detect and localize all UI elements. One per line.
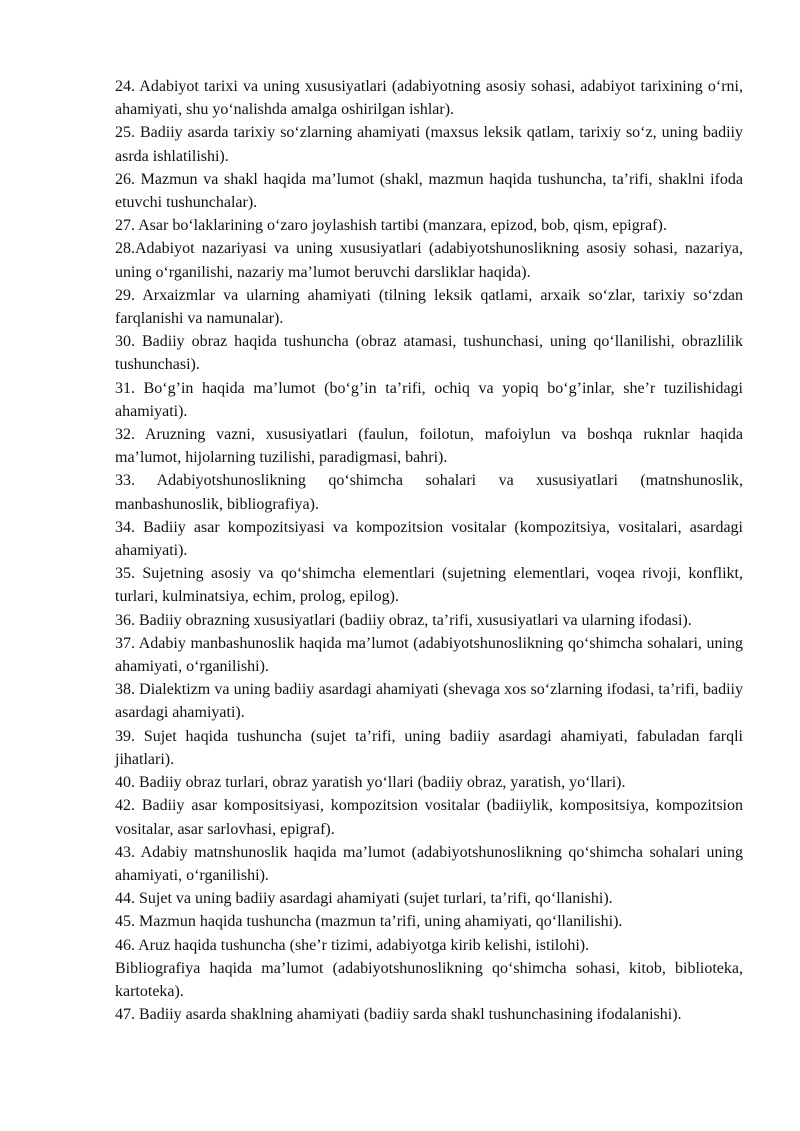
list-item: 43. Adabiy matnshunoslik haqida ma’lumot (adabiyotshunoslikning qo‘shimcha sohalari uning ahamiyati, o‘rganilishi). [115,843,743,884]
list-item: 42. Badiiy asar kompositsiyasi, kompozitsion vositalar (badiiylik, kompositsiya, kompozitsion vositalar, asar sarlovhasi, epigraf). [115,797,743,838]
list-item: 29. Arxaizmlar va ularning ahamiyati (tilning leksik qatlami, arxaik so‘zlar, tarixiy so‘zdan farqlanishi va namunalar). [115,286,743,328]
document-page [115,75,743,1026]
list-item: 31. Bo‘g’in haqida ma’lumot (bo‘g’in ta’rifi, ochiq va yopiq bo‘g’inlar, she’r tuzilishidagi ahamiyati). [115,379,743,420]
list-item: 47. Badiiy asarda shaklning ahamiyati (badiiy sarda shakl tushunchasining ifodalanishi). [115,1006,682,1024]
list-item: 40. Badiiy obraz turlari, obraz yaratish yo‘llari (badiiy obraz, yaratish, yo‘llari). [115,774,626,792]
list-item: 30. Badiiy obraz haqida tushuncha (obraz atamasi, tushunchasi, uning qo‘llanilishi, obrazlilik tushunchasi). [115,333,743,374]
list-item: 26. Mazmun va shakl haqida ma’lumot (shakl, mazmun haqida tushuncha, ta’rifi, shaklni ifoda etuvchi tushunchalar). [115,170,743,212]
list-item: 35. Sujetning asosiy va qo‘shimcha elementlari (sujetning elementlari, voqea rivoji, konflikt, turlari, kulminatsiya, echim, prolog, epilog). [115,565,743,606]
list-item: 39. Sujet haqida tushuncha (sujet ta’rifi, uning badiiy asardagi ahamiyati, fabuladan farqli jihatlari). [115,727,743,768]
list-item: 33. Adabiyotshunoslikning qo‘shimcha sohalari va xususiyatlari (matnshunoslik, manbashunoslik, bibliografiya). [115,472,743,513]
list-item: 25. Badiiy asarda tarixiy so‘zlarning ahamiyati (maxsus leksik qatlam, tarixiy so‘z, uning badiiy asrda ishlatilishi). [115,124,743,165]
list-item: 45. Mazmun haqida tushuncha (mazmun ta’rifi, uning ahamiyati, qo‘llanilishi). [115,913,623,931]
list-item: 37. Adabiy manbashunoslik haqida ma’lumot (adabiyotshunoslikning qo‘shimcha sohalari, uning ahamiyati, o‘rganilishi). [115,634,743,676]
list-item: Bibliografiya haqida ma’lumot (adabiyotshunoslikning qo‘shimcha sohasi, kitob, biblioteka, kartoteka). [115,959,743,1000]
list-item: 36. Badiiy obrazning xususiyatlari (badiiy obraz, ta’rifi, xususiyatlari va ularning ifodasi). [115,611,692,629]
list-item: 34. Badiiy asar kompozitsiyasi va kompozitsion vositalar (kompozitsiya, vositalari, asardagi ahamiyati). [115,518,743,560]
list-item: 27. Asar bo‘laklarining o‘zaro joylashish tartibi (manzara, epizod, bob, qism, epigraf). [115,217,667,235]
list-item: 24. Adabiyot tarixi va uning xususiyatlari (adabiyotning asosiy sohasi, adabiyot tarixining o‘rni, ahamiyati, shu yo‘nalishda amalga oshirilgan ishlar). [115,78,743,119]
list-item: 44. Sujet va uning badiiy asardagi ahamiyati (sujet turlari, ta’rifi, qo‘llanishi). [115,890,613,908]
list-item: 46. Aruz haqida tushuncha (she’r tizimi, adabiyotga kirib kelishi, istilohi). [115,936,590,954]
list-item: 38. Dialektizm va uning badiiy asardagi ahamiyati (shevaga xos so‘zlarning ifodasi, ta’rifi, badiiy asardagi ahamiyati). [115,681,743,722]
list-item: 28.Adabiyot nazariyasi va uning xususiyatlari (adabiyotshunoslikning asosiy sohasi, nazariya, uning o‘rganilishi, nazariy ma’lumot beruvchi darsliklar haqida). [115,240,743,281]
list-item: 32. Aruzning vazni, xususiyatlari (faulun, foilotun, mafoiylun va boshqa ruknlar haqida ma’lumot, hijolarning tuzilishi, paradigmasi, bahri). [115,426,743,467]
